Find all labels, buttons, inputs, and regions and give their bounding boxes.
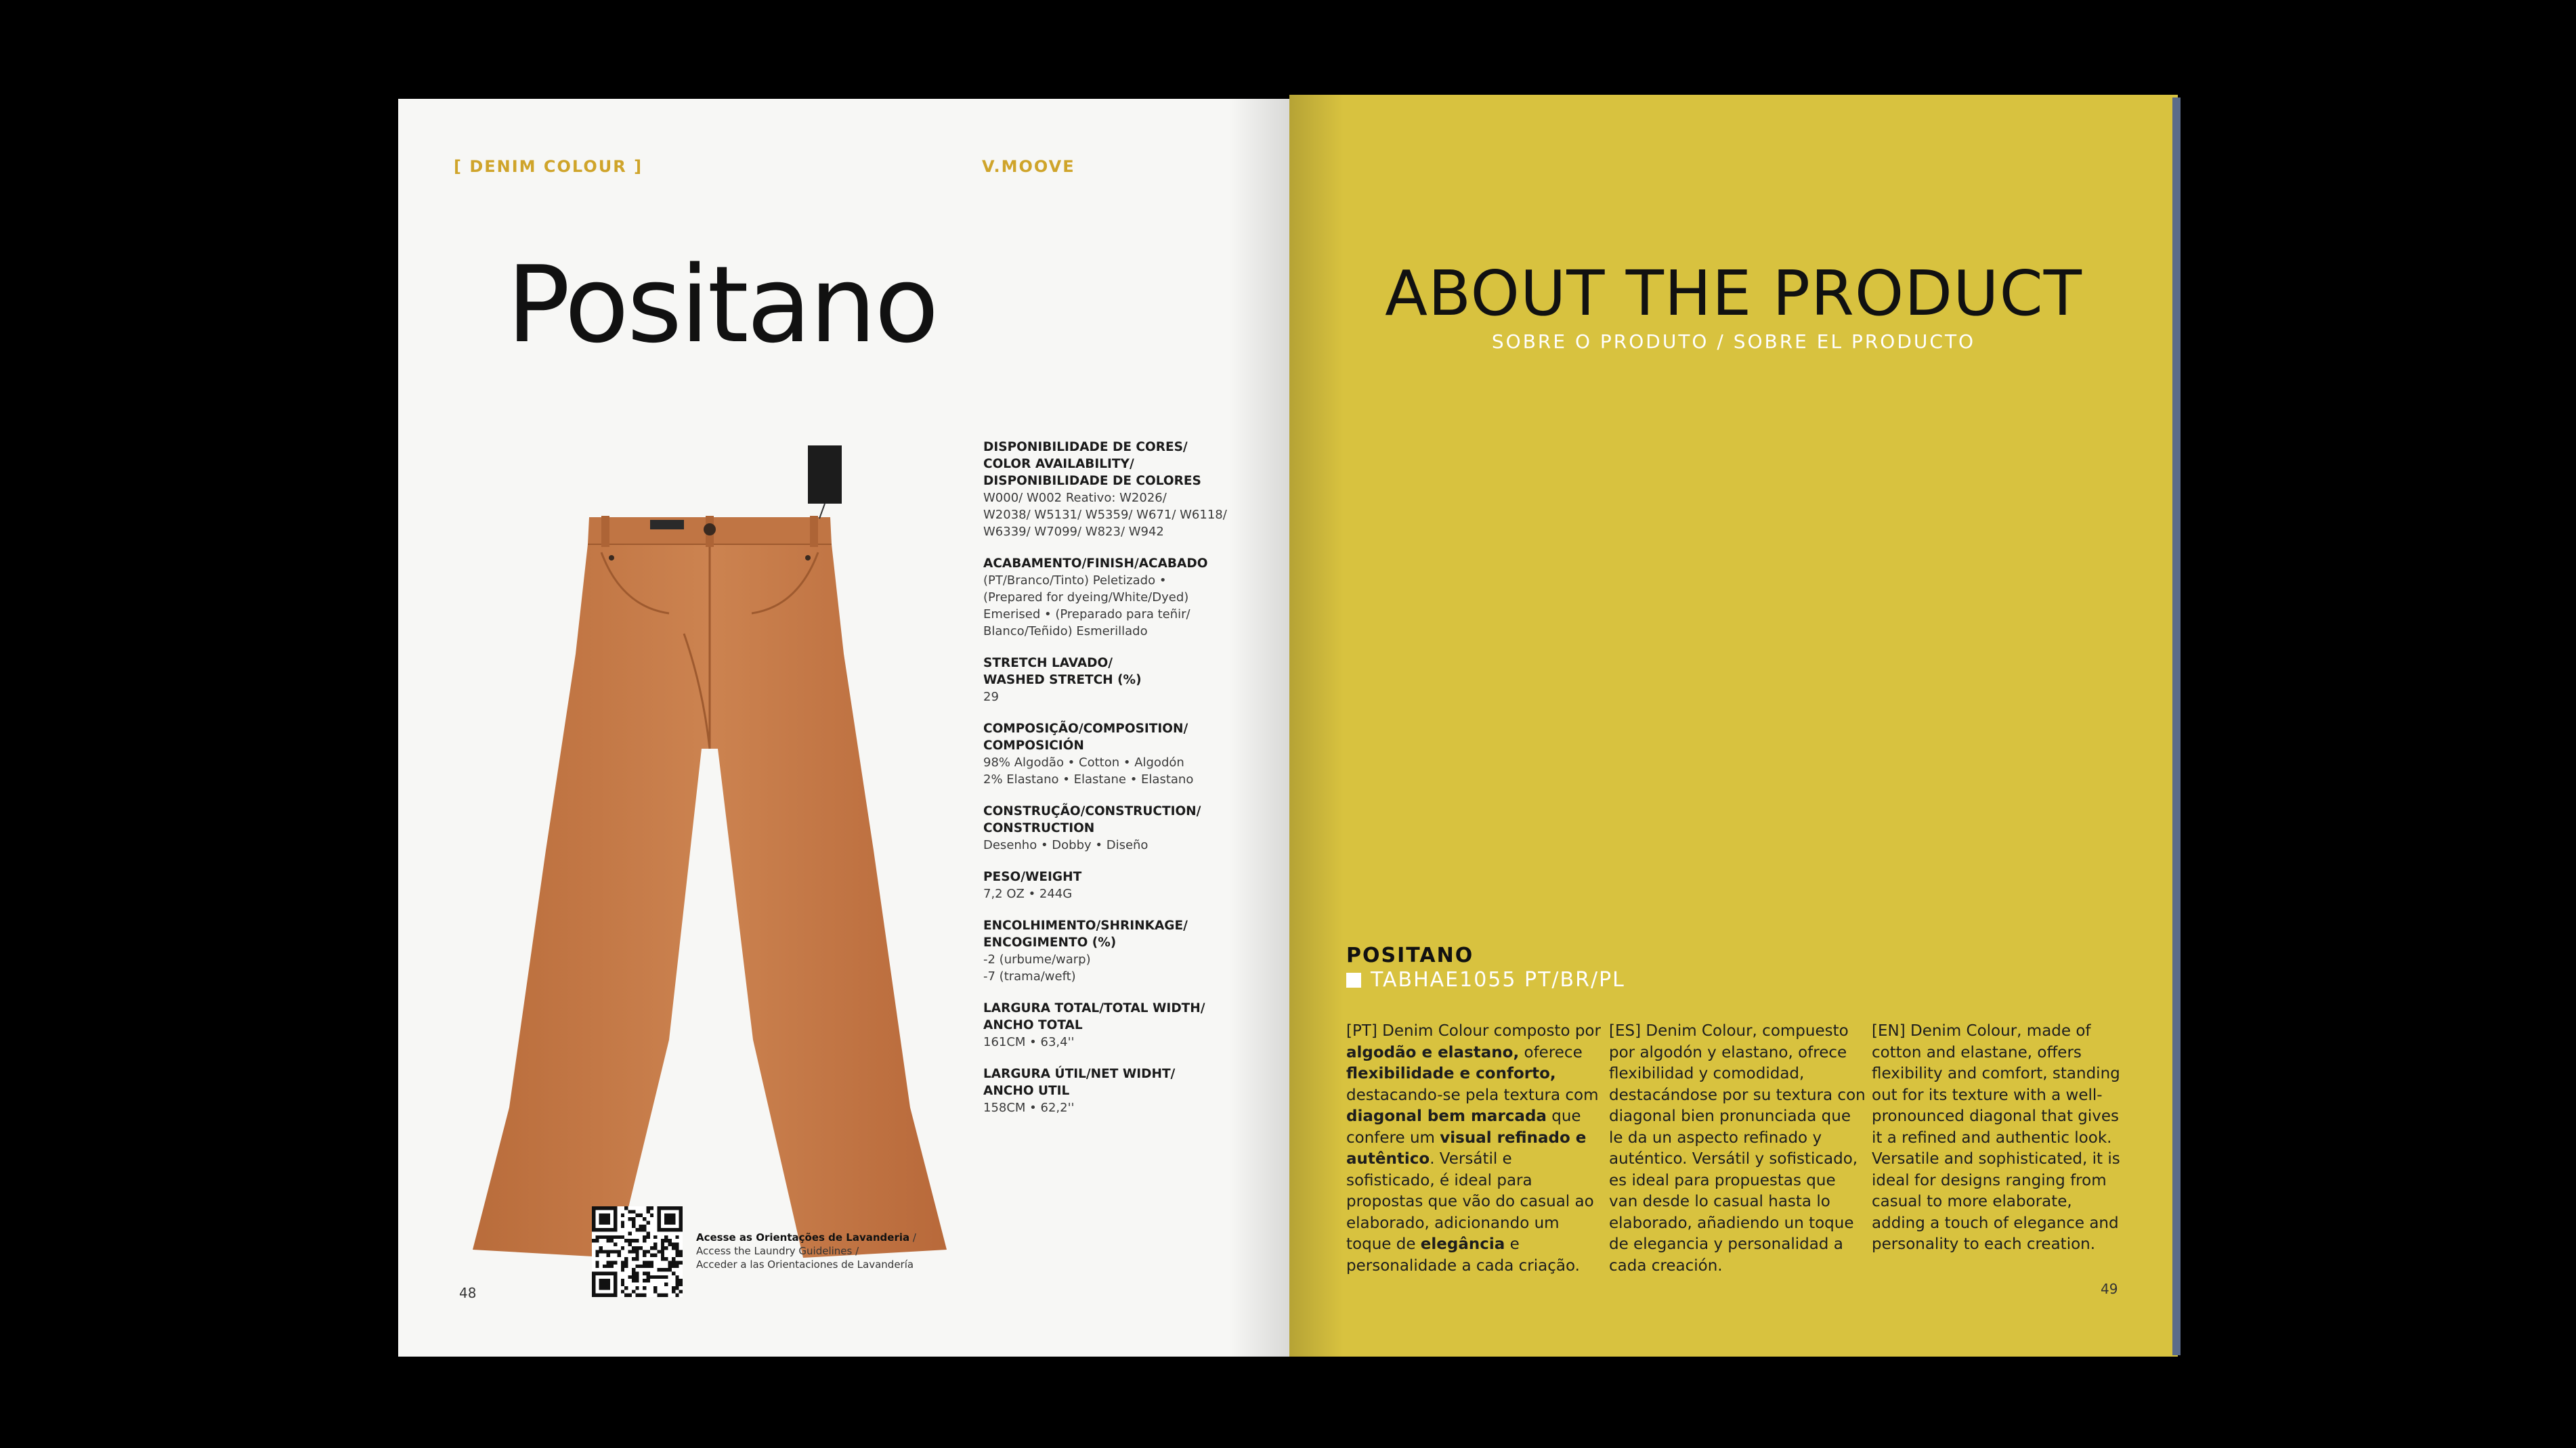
product-code-text: TABHAE1055 PT/BR/PL (1371, 968, 1625, 992)
description-es: [ES] Denim Colour, compuesto por algodón y elastano, ofrece flexibilidad y comodidad, destacándose por su textura con diagonal bien pronunciada que le da un aspecto refinado y auténtico. Versátil y sofisticado, es ideal para propuestas que van desde lo casual hasta lo elaborado, añadiendo un toque de elegancia y personalidad a cada creación. (1609, 1022, 1866, 1275)
pt-bold: algodão e elastano, (1346, 1043, 1520, 1061)
pt-bold: diagonal bem marcada (1346, 1107, 1547, 1125)
qr-line-pt-suffix: / (909, 1231, 916, 1244)
spec-colors (983, 439, 1254, 540)
spec-list (983, 439, 1254, 1131)
spec-value: 158CM • 62,2'' (983, 1101, 1075, 1115)
pants-image (473, 431, 947, 1258)
pants-illustration (473, 431, 947, 1258)
right-page (1289, 95, 2178, 1357)
qr-code-icon (592, 1206, 683, 1297)
square-bullet-icon (1346, 973, 1361, 988)
spec-label: LARGURA ÚTIL/NET WIDHT/ ANCHO UTIL (983, 1067, 1176, 1098)
description-pt (1346, 1021, 1604, 1277)
spec-label: STRETCH LAVADO/ WASHED STRETCH (%) (983, 656, 1142, 687)
spec-value: -2 (urbume/warp) -7 (trama/weft) (983, 952, 1091, 984)
spec-composition (983, 720, 1254, 788)
pt-text: . Versátil e sofisticado, é ideal para propostas que vão do casual ao elaborado, adicionando um toque de (1346, 1150, 1594, 1253)
pt-text: destacando-se pela textura com (1346, 1086, 1599, 1104)
spec-label: CONSTRUÇÃO/CONSTRUCTION/ CONSTRUCTION (983, 804, 1201, 835)
spec-label: LARGURA TOTAL/TOTAL WIDTH/ ANCHO TOTAL (983, 1001, 1205, 1032)
product-name: POSITANO (1346, 944, 1474, 967)
spec-weight (983, 869, 1254, 902)
qr-line-pt: Acesse as Orientações de Lavanderia (696, 1231, 910, 1244)
spec-shrinkage (983, 917, 1254, 985)
pt-text: e personalidade a cada criação. (1346, 1235, 1580, 1275)
pt-bold: visual refinado e autêntico (1346, 1128, 1587, 1168)
spec-label: ACABAMENTO/FINISH/ACABADO (983, 556, 1208, 571)
description-en: [EN] Denim Colour, made of cotton and elastane, offers flexibility and comfort, standing out for its texture with a well-pronounced diagonal that gives it a refined and authentic look. Versatile and sophisticated, it is ideal for designs ranging from casual to more elaborate, adding a touch of elegance and personality to each creation. (1872, 1022, 2120, 1253)
laundry-guidelines-text (696, 1231, 916, 1271)
qr-line-es: Acceder a las Orientaciones de Lavandería (696, 1258, 914, 1271)
page-number-left: 48 (459, 1285, 477, 1301)
pt-bold: flexibilidade e conforto, (1346, 1065, 1556, 1082)
spec-stretch (983, 655, 1254, 705)
spec-value: (PT/Branco/Tinto) Peletizado • (Prepared for dyeing/White/Dyed) Emerised • (Preparado para teñir/ Blanco/Teñido) Esmerillado (983, 573, 1190, 638)
pt-text: que confere um (1346, 1107, 1581, 1147)
spec-value: W000/ W002 Reativo: W2026/ W2038/ W5131/ W5359/ W671/ W6118/ W6339/ W7099/ W823/ W942 (983, 491, 1227, 539)
about-title: ABOUT THE PRODUCT (1385, 257, 2082, 330)
spec-finish (983, 555, 1254, 640)
spec-value: 161CM • 63,4'' (983, 1035, 1075, 1049)
qr-code[interactable] (592, 1206, 683, 1297)
page-edge (2172, 97, 2181, 1355)
pt-text: oferece (1519, 1043, 1583, 1061)
spec-net-width (983, 1066, 1254, 1116)
pt-text: [PT] Denim Colour composto por (1346, 1022, 1601, 1040)
page-number-right: 49 (2101, 1281, 2118, 1297)
qr-line-en: Access the Laundry Guidelines / (696, 1245, 859, 1257)
spec-label: ENCOLHIMENTO/SHRINKAGE/ ENCOGIMENTO (%) (983, 919, 1188, 950)
product-code (1346, 968, 1625, 992)
spec-value: Desenho • Dobby • Diseño (983, 838, 1149, 852)
spec-label: COMPOSIÇÃO/COMPOSITION/ COMPOSICIÓN (983, 722, 1188, 753)
about-subtitle: SOBRE O PRODUTO / SOBRE EL PRODUCTO (1491, 330, 1976, 353)
spec-value: 7,2 OZ • 244G (983, 887, 1073, 901)
product-title: Positano (507, 243, 937, 366)
pt-bold: elegância (1420, 1235, 1505, 1253)
spec-total-width (983, 1000, 1254, 1051)
spec-construction (983, 803, 1254, 854)
spec-value: 98% Algodão • Cotton • Algodón 2% Elastano • Elastane • Elastano (983, 755, 1194, 787)
left-page (398, 99, 1289, 1357)
spec-label: PESO/WEIGHT (983, 870, 1082, 884)
spec-value: 29 (983, 690, 999, 704)
brand-label: V.MOOVE (982, 157, 1075, 176)
section-label: [ DENIM COLOUR ] (454, 157, 643, 176)
spec-label: DISPONIBILIDADE DE CORES/ COLOR AVAILABILITY/ DISPONIBILIDADE DE COLORES (983, 440, 1201, 488)
